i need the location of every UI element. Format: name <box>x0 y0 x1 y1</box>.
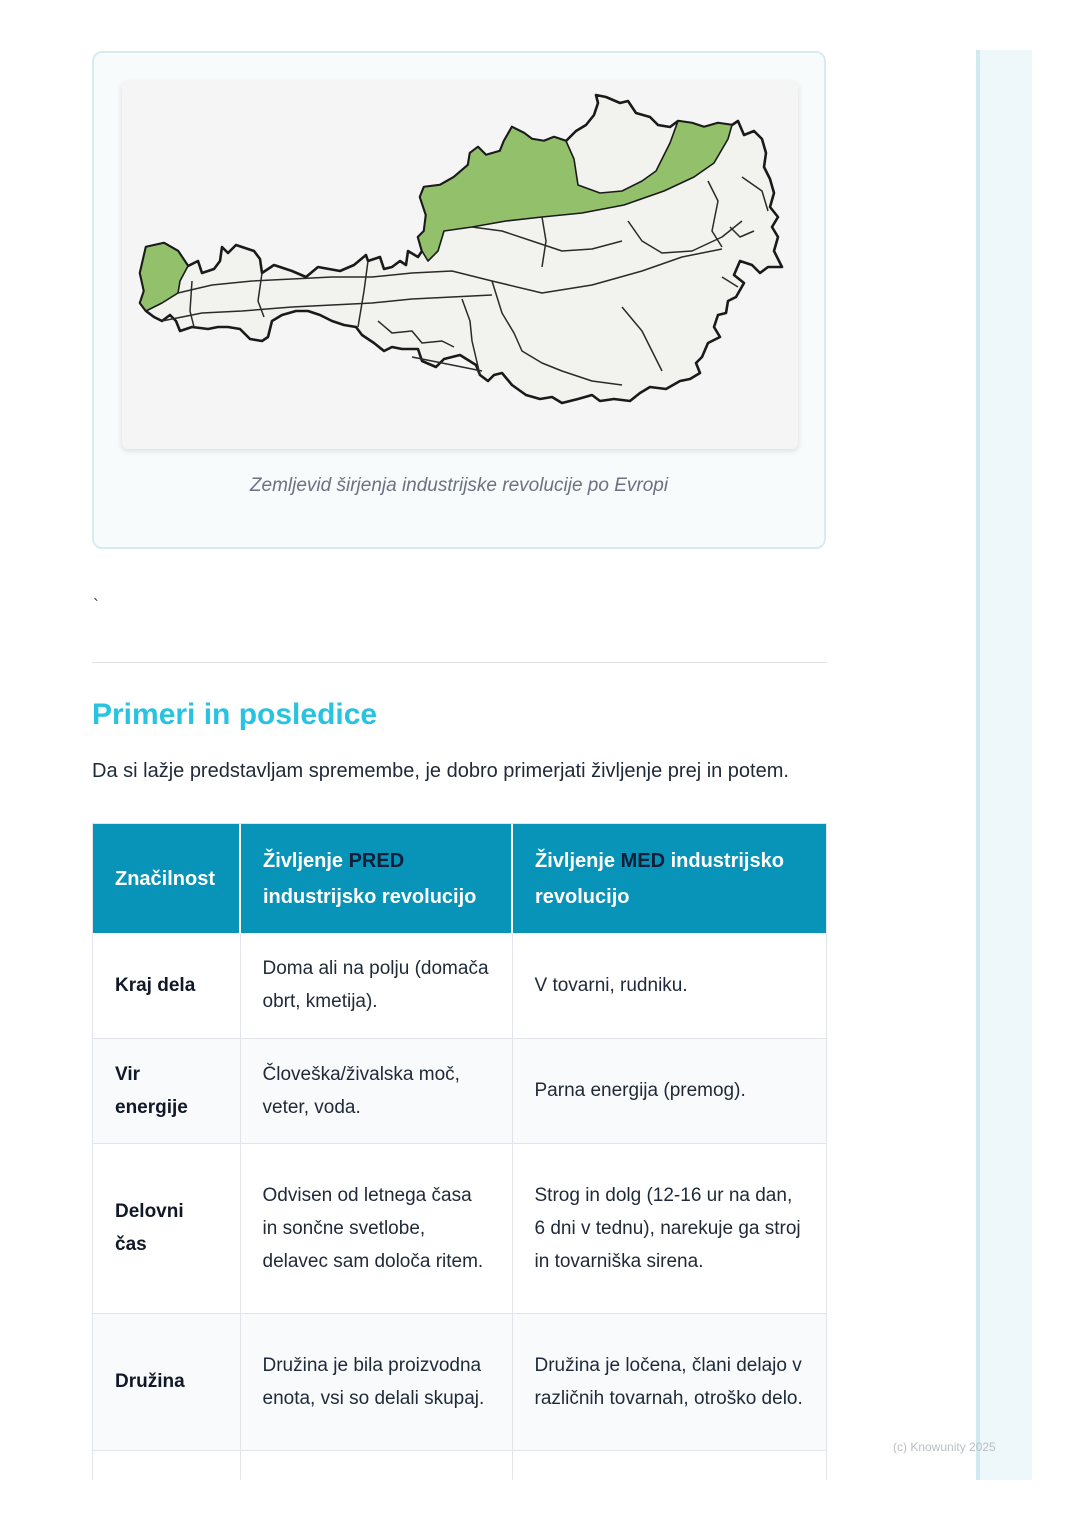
cell-before: Doma ali na polju (domača obrt, kmetija). <box>240 933 512 1038</box>
cell-feature <box>93 1450 240 1480</box>
comparison-table <box>92 823 827 1480</box>
table-row <box>93 1038 826 1143</box>
table-header-row <box>93 824 826 933</box>
header-during: Življenje MED industrijsko revolucijo <box>512 824 826 933</box>
table-row <box>93 933 826 1038</box>
header-during-highlight: MED <box>620 849 666 872</box>
cell-feature: Kraj dela <box>93 933 240 1038</box>
cell-before: Družina je bila proizvodna enota, vsi so delali skupaj. <box>240 1313 512 1450</box>
cell-during <box>512 1450 826 1480</box>
map-figure <box>92 51 826 549</box>
figure-caption: Zemljevid širjenja industrijske revolucije po Evropi <box>249 475 669 496</box>
copyright-notice: (c) Knowunity 2025 <box>893 1440 996 1454</box>
header-feature: Značilnost <box>93 824 240 933</box>
right-sidebar <box>976 50 1032 1480</box>
table-row <box>93 1450 826 1480</box>
section-title: Primeri in posledice <box>92 698 378 731</box>
table-row <box>93 1143 826 1313</box>
cell-feature: Družina <box>93 1313 240 1450</box>
header-before-highlight: PRED <box>348 849 405 872</box>
stray-backtick: ` <box>93 596 99 616</box>
section-intro: Da si lažje predstavljam spremembe, je dobro primerjati življenje prej in potem. <box>92 760 789 782</box>
cell-during: Parna energija (premog). <box>512 1038 826 1143</box>
cell-feature: Delovni čas <box>93 1143 240 1313</box>
section-divider <box>92 662 827 663</box>
cell-during: V tovarni, rudniku. <box>512 933 826 1038</box>
cell-before: Človeška/živalska moč, veter, voda. <box>240 1038 512 1143</box>
cell-feature: Vir energije <box>93 1038 240 1143</box>
cell-before: Odvisen od letnega časa in sončne svetlobe, delavec sam določa ritem. <box>240 1143 512 1313</box>
map-image <box>122 81 798 449</box>
header-before: Življenje PRED industrijsko revolucijo <box>240 824 512 933</box>
cell-during: Strog in dolg (12-16 ur na dan, 6 dni v tednu), narekuje ga stroj in tovarniška sirena. <box>512 1143 826 1313</box>
austria-regions-map-icon <box>122 81 798 449</box>
table-row <box>93 1313 826 1450</box>
cell-during: Družina je ločena, člani delajo v različnih tovarnah, otroško delo. <box>512 1313 826 1450</box>
cell-before <box>240 1450 512 1480</box>
